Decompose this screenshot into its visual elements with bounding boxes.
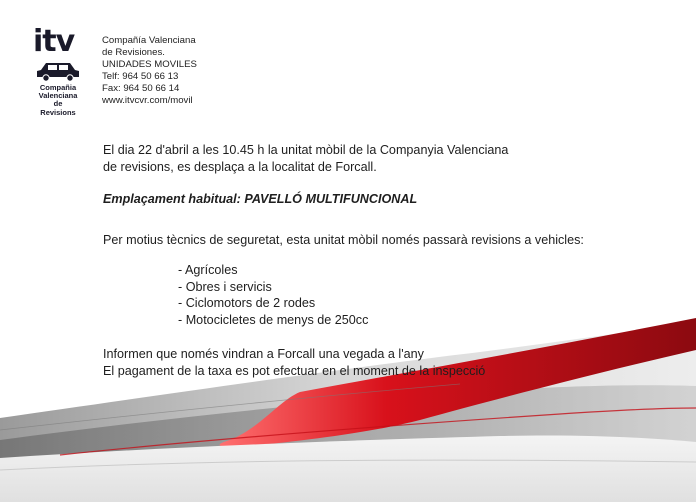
logo-company-name	[30, 84, 86, 117]
restriction-text: Per motius tècnics de seguretat, esta unitat mòbil només passarà revisions a vehicles:	[103, 233, 584, 247]
list-item: - Ciclomotors de 2 rodes	[178, 296, 316, 311]
intro-line: El dia 22 d'abril a les 10.45 h la unitat mòbil de la Companyia Valenciana	[103, 143, 509, 157]
logo-name-line: Revisions	[40, 107, 76, 117]
footer-line: El pagament de la taxa es pot efectuar en el moment de la inspecció	[103, 364, 486, 378]
logo-name-line: Compañia	[39, 83, 77, 92]
intro-paragraph	[103, 142, 508, 176]
company-name: Compañía Valenciana	[102, 35, 196, 46]
vehicle-list	[178, 262, 368, 328]
list-item: - Motocicletes de menys de 250cc	[178, 312, 369, 327]
list-item: - Obres i servicis	[178, 279, 272, 294]
footer-line: Informen que només vindran a Forcall una vegada a l'any	[103, 347, 424, 361]
company-name-cont: de Revisiones.	[102, 46, 165, 58]
intro-line: de revisions, es desplaça a la localitat de Forcall.	[103, 160, 377, 174]
company-contact-block	[102, 35, 197, 106]
company-fax: Fax: 964 50 66 14	[102, 82, 180, 94]
itv-logo-text: itv	[33, 24, 75, 59]
location-heading: Emplaçament habitual: PAVELLÓ MULTIFUNCIONAL	[103, 192, 418, 206]
company-unit: UNIDADES MOVILES	[102, 58, 197, 70]
logo-name-line: de	[53, 99, 63, 109]
logo-name-line: Valenciana	[38, 91, 78, 101]
company-phone: Telf: 964 50 66 13	[102, 70, 179, 82]
car-icon	[35, 60, 81, 82]
itv-logo	[30, 24, 86, 117]
footer-paragraph	[103, 346, 485, 380]
company-website[interactable]: www.itvcvr.com/movil	[102, 94, 193, 106]
list-item: - Agrícoles	[178, 263, 238, 277]
